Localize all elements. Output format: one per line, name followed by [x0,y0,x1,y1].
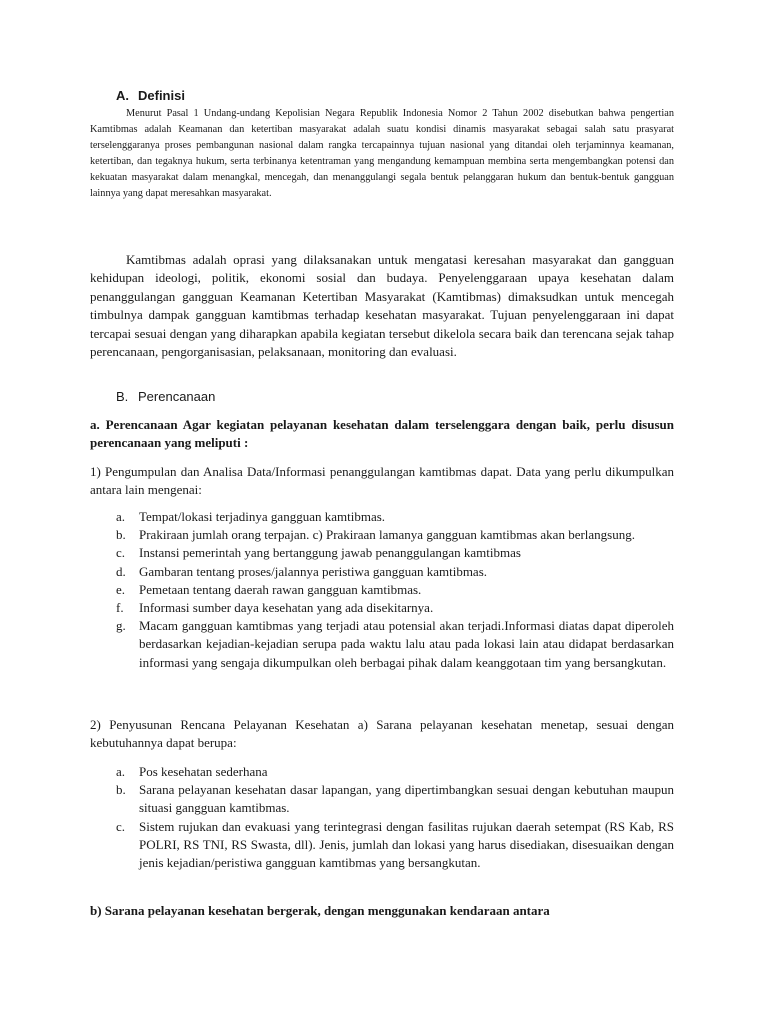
list-item [116,599,674,617]
definition-paragraph-1: Menurut Pasal 1 Undang-undang Kepolisian Negara Republik Indonesia Nomor 2 Tahun 2002 disebutkan bahwa pengertian Kamtibmas adalah Keamanan dan ketertiban masyarakat adalah suatu kondisi dinamis masyarakat sebagai salah satu prasyarat terselenggaranya proses pembangunan nasional dalam rangka tercapainnya tujuan nasional yang ditandai oleh terjaminnya keamanan, ketertiban, dan tegaknya hukum, serta terbinanya ketentraman yang mengandung kemampuan membina serta mengembangkan potensi dan kekuatan masyarakat dalam menangkal, mencegah, dan menanggulangi segala bentuk pelanggaran hukum dan bentuk-bentuk gangguan lainnya yang dapat meresahkan masyarakat. [90,108,674,199]
mobile-facility-paragraph: b) Sarana pelayanan kesehatan bergerak, dengan menggunakan kendaraan antara [90,903,550,918]
list-item [116,581,674,599]
fixed-facility-list [116,763,674,872]
list-marker: a. [116,764,126,779]
list-item [116,563,674,581]
list-item-text: Macam gangguan kamtibmas yang terjadi atau potensial akan terjadi.Informasi diatas dapat diperoleh berdasarkan kejadian-kejadian serupa pada waktu lalu atau pada lokasi lain atau didapat berdasarkan informasi yang sengaja dikumpulkan oleh berbagai pihak dalam keanggotaan tim yang bersangkutan. [139,618,674,670]
list-marker: c. [116,818,126,834]
list-item-text: Sarana pelayanan kesehatan dasar lapangan, yang dipertimbangkan sesuai dengan kebutuhan maupun situasi gangguan kamtibmas. [139,782,674,816]
list-marker: e. [116,581,126,597]
list-item-text: Pos kesehatan sederhana [139,764,268,779]
section-a-letter: A. [116,88,129,103]
section-a-title: Definisi [138,88,185,103]
section-a-heading [116,88,185,103]
data-collection-list [116,508,674,672]
list-item-text: Tempat/lokasi terjadinya gangguan kamtibmas. [139,509,386,524]
list-item-text: Gambaran tentang proses/jalannya peristiwa gangguan kamtibmas. [139,563,488,579]
list-item-text: Instansi pemerintah yang bertanggung jawab penanggulangan kamtibmas [139,545,521,561]
list-marker: b. [116,527,126,543]
list-marker: b. [116,782,126,798]
list-item [116,617,674,672]
list-item [116,526,674,544]
list-marker: c. [116,545,126,561]
list-item [116,508,674,526]
list-marker: g. [116,618,126,634]
list-item [116,544,674,562]
section-b-title: Perencanaan [138,389,216,404]
list-item [116,818,674,873]
data-collection-paragraph: 1) Pengumpulan dan Analisa Data/Informasi penanggulangan kamtibmas dapat. Data yang perlu dikumpulkan antara lain mengenai: [90,464,674,498]
list-marker: f. [116,600,124,616]
section-b-heading [116,389,215,404]
list-item-text: Informasi sumber daya kesehatan yang ada disekitarnya. [139,600,434,616]
list-item-text: Prakiraan jumlah orang terpajan. c) Prakiraan lamanya gangguan kamtibmas akan berlangsung. [139,527,635,543]
definition-paragraph-2: Kamtibmas adalah oprasi yang dilaksanakan untuk mengatasi keresahan masyarakat dan gangguan kehidupan ideologi, politik, ekonomi sosial dan budaya. Penyelenggaraan upaya kesehatan dalam penanggulangan gangguan Keamanan Ketertiban Masyarakat (Kamtibmas) dimaksudkan untuk mencegah timbulnya dampak gangguan kamtibmas terhadap kesehatan masyarakat. Tujuan penyelenggaraan ini dapat tercapai sesuai dengan yang diharapkan apabila kegiatan tersebut dikelola secara baik dan terencana sejak tahap perencanaan, pengorganisasian, pelaksanaan, monitoring dan evaluasi. [90,252,674,360]
list-marker: a. [116,509,126,524]
service-plan-paragraph: 2) Penyusunan Rencana Pelayanan Kesehatan a) Sarana pelayanan kesehatan menetap, sesuai dengan kebutuhannya dapat berupa: [90,717,674,751]
list-item-text: Pemetaan tentang daerah rawan gangguan kamtibmas. [139,581,422,597]
list-item [116,781,674,817]
planning-intro-paragraph: a. Perencanaan Agar kegiatan pelayanan kesehatan dalam terselenggara dengan baik, perlu disusun perencanaan yang meliputi : [90,417,674,451]
list-item [116,763,674,781]
list-marker: d. [116,563,126,579]
section-b-letter: B. [116,389,129,404]
list-item-text: Sistem rujukan dan evakuasi yang terintegrasi dengan fasilitas rujukan daerah setempat (RS Kab, RS POLRI, RS TNI, RS Swasta, dll). Jenis, jumlah dan lokasi yang harus disediakan, disesuaikan dengan jenis kejadian/peristiwa gangguan kamtibmas yang bersangkutan. [139,818,674,871]
